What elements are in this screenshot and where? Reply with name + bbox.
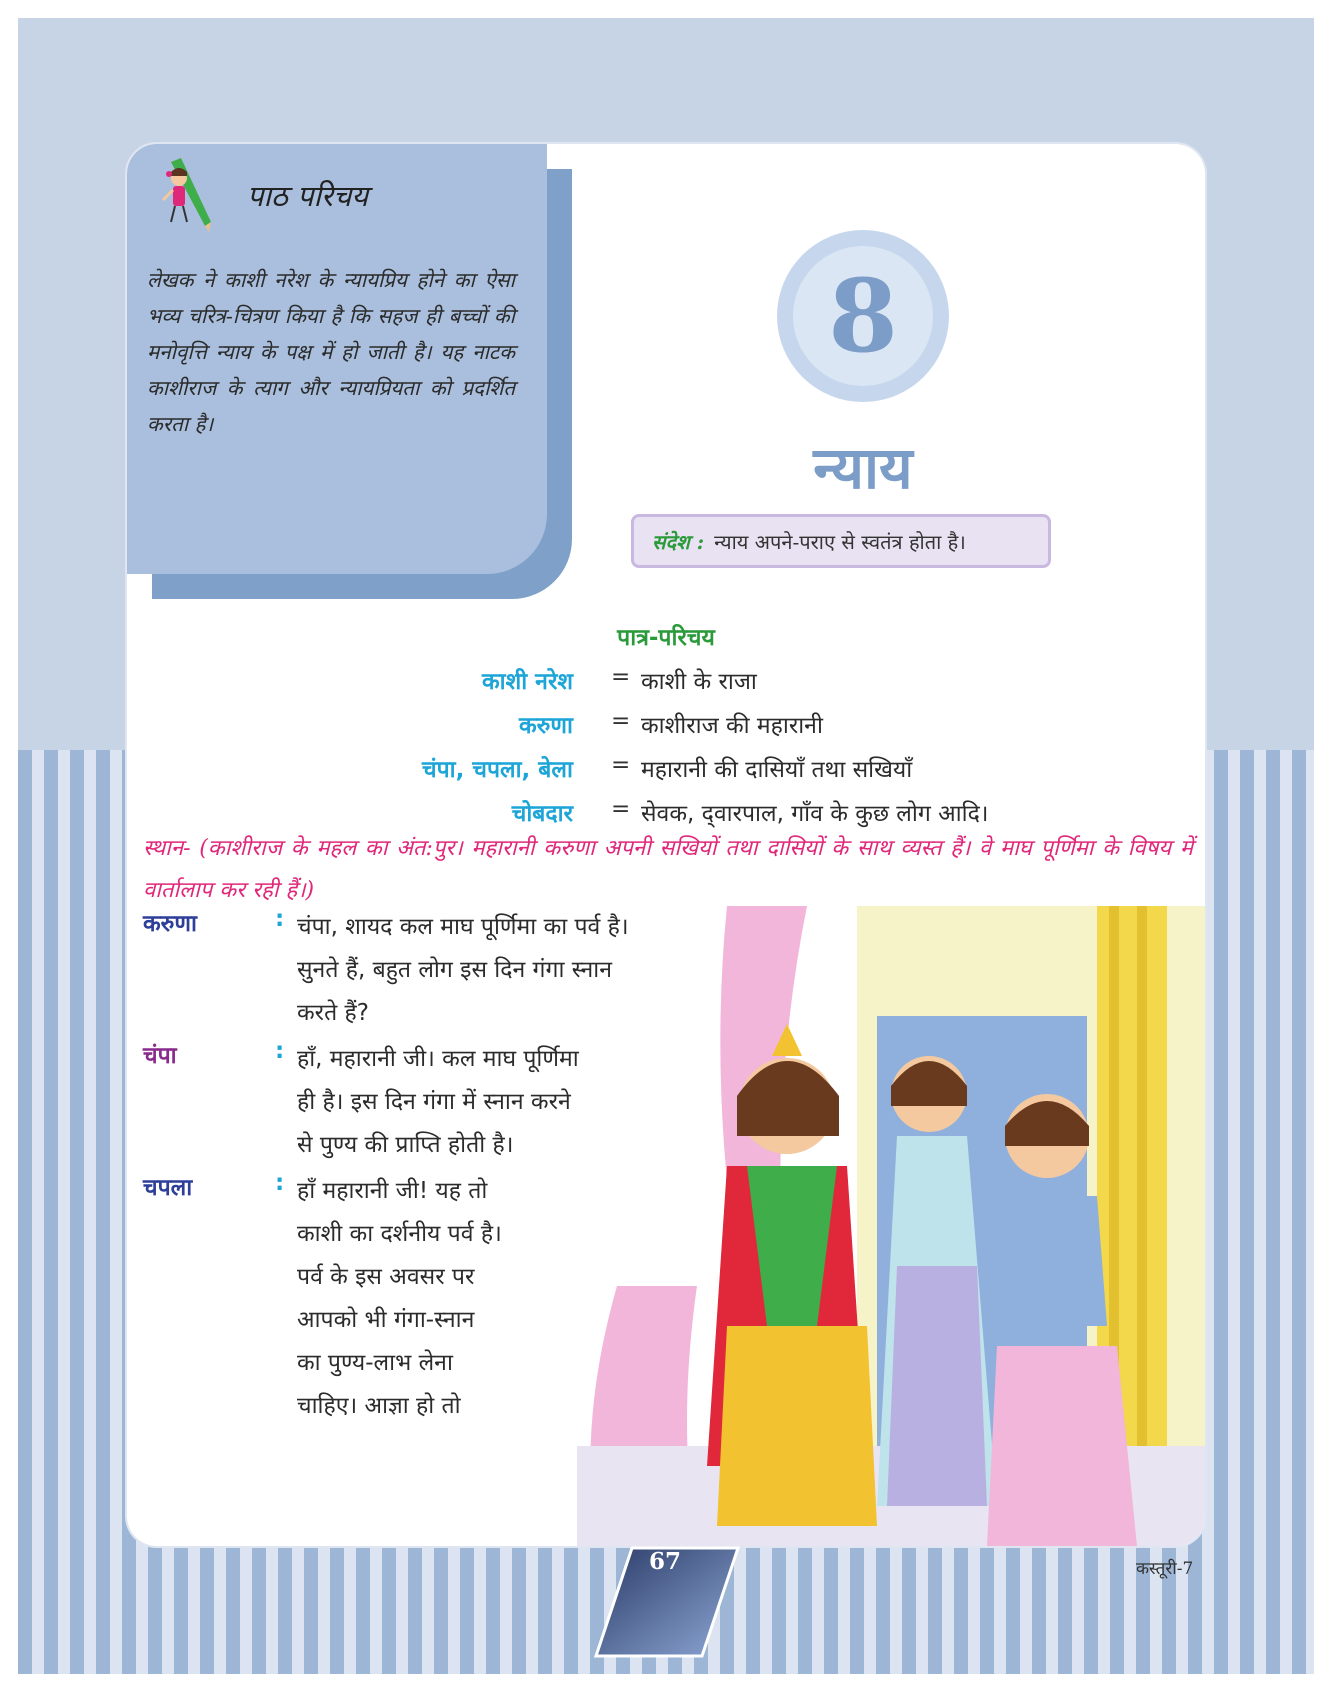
- dialogue-line: का पुण्य-लाभ लेना: [297, 1350, 453, 1376]
- speaker-name: करुणा: [143, 911, 198, 937]
- message-label: संदेश :: [652, 529, 705, 554]
- cast-heading: पात्र-परिचय: [617, 625, 715, 651]
- dialogue-line: आपको भी गंगा-स्नान: [297, 1307, 475, 1333]
- dialogue-line: चाहिए। आज्ञा हो तो: [297, 1393, 461, 1419]
- cast-description: महारानी की दासियाँ तथा सखियाँ: [641, 757, 913, 783]
- chapter-number-badge: [777, 230, 949, 402]
- dialogue-line: करते हैं?: [297, 1000, 369, 1026]
- book-name: कस्तूरी-7: [1136, 1559, 1194, 1579]
- intro-header: [157, 156, 368, 234]
- cast-description: काशी के राजा: [641, 669, 757, 695]
- stage-direction: स्थान- (काशीराज के महल का अंत:पुर। महारानी करुणा अपनी सखियों तथा दासियों के साथ व्यस्त हैं। वे माघ पूर्णिमा के विषय में वार्तालाप कर रही हैं।): [143, 836, 1193, 903]
- intro-paragraph: लेखक ने काशी नरेश के न्यायप्रिय होने का ऐसा भव्य चरित्र-चित्रण किया है कि सहज ही बच्चों की मनोवृत्ति न्याय के पक्ष में हो जाती है। यह नाटक काशीराज के त्याग और न्यायप्रियता को प्रदर्शित करता है।: [147, 268, 515, 436]
- speaker-name: चपला: [143, 1175, 193, 1201]
- cast-description: काशीराज की महारानी: [641, 713, 823, 739]
- dialogue-line: हाँ, महारानी जी। कल माघ पूर्णिमा: [297, 1046, 579, 1072]
- intro-title: पाठ परिचय: [247, 178, 369, 213]
- content-card: [127, 144, 1205, 1546]
- dialogue-text: [297, 1170, 617, 1428]
- cast-equals: =: [611, 796, 631, 822]
- speaker-name: चंपा: [143, 1043, 177, 1069]
- dialogue-line: काशी का दर्शनीय पर्व है।: [297, 1221, 502, 1247]
- dialogue-line: चंपा, शायद कल माघ पूर्णिमा का पर्व है।: [297, 914, 629, 940]
- cast-equals: =: [611, 664, 631, 690]
- cast-row: [127, 752, 1205, 796]
- dialogue-text: [297, 1038, 697, 1167]
- chapter-number: 8: [828, 257, 898, 375]
- cast-name: चंपा, चपला, बेला: [421, 757, 573, 783]
- dialogue-text: [297, 906, 727, 1035]
- girl-with-pencil-icon: [157, 156, 219, 234]
- cast-name: काशी नरेश: [481, 669, 573, 695]
- chapter-title: न्याय: [813, 434, 913, 502]
- speaker-colon: :: [275, 906, 285, 932]
- cast-equals: =: [611, 708, 631, 734]
- cast-row: [127, 664, 1205, 708]
- cast-name: करुणा: [518, 713, 573, 739]
- page-number: 67: [648, 1548, 681, 1575]
- dialogue-line: ही है। इस दिन गंगा में स्नान करने: [297, 1089, 571, 1115]
- message-box: [631, 514, 1051, 568]
- dialogue-line: से पुण्य की प्राप्ति होती है।: [297, 1132, 514, 1158]
- dialogue-line: हाँ महारानी जी! यह तो: [297, 1178, 488, 1204]
- cast-row: [127, 708, 1205, 752]
- cast-description: सेवक, द्‌वारपाल, गाँव के कुछ लोग आदि।: [641, 801, 989, 827]
- lesson-intro-box: [127, 144, 547, 574]
- dialogue-line: सुनते हैं, बहुत लोग इस दिन गंगा स्नान: [297, 957, 612, 983]
- message-text: न्याय अपने-पराए से स्वतंत्र होता है।: [714, 529, 966, 554]
- speaker-colon: :: [275, 1038, 285, 1064]
- cast-equals: =: [611, 752, 631, 778]
- cast-name: चोबदार: [511, 801, 573, 827]
- dialogue-line: पर्व के इस अवसर पर: [297, 1264, 475, 1290]
- speaker-colon: :: [275, 1170, 285, 1196]
